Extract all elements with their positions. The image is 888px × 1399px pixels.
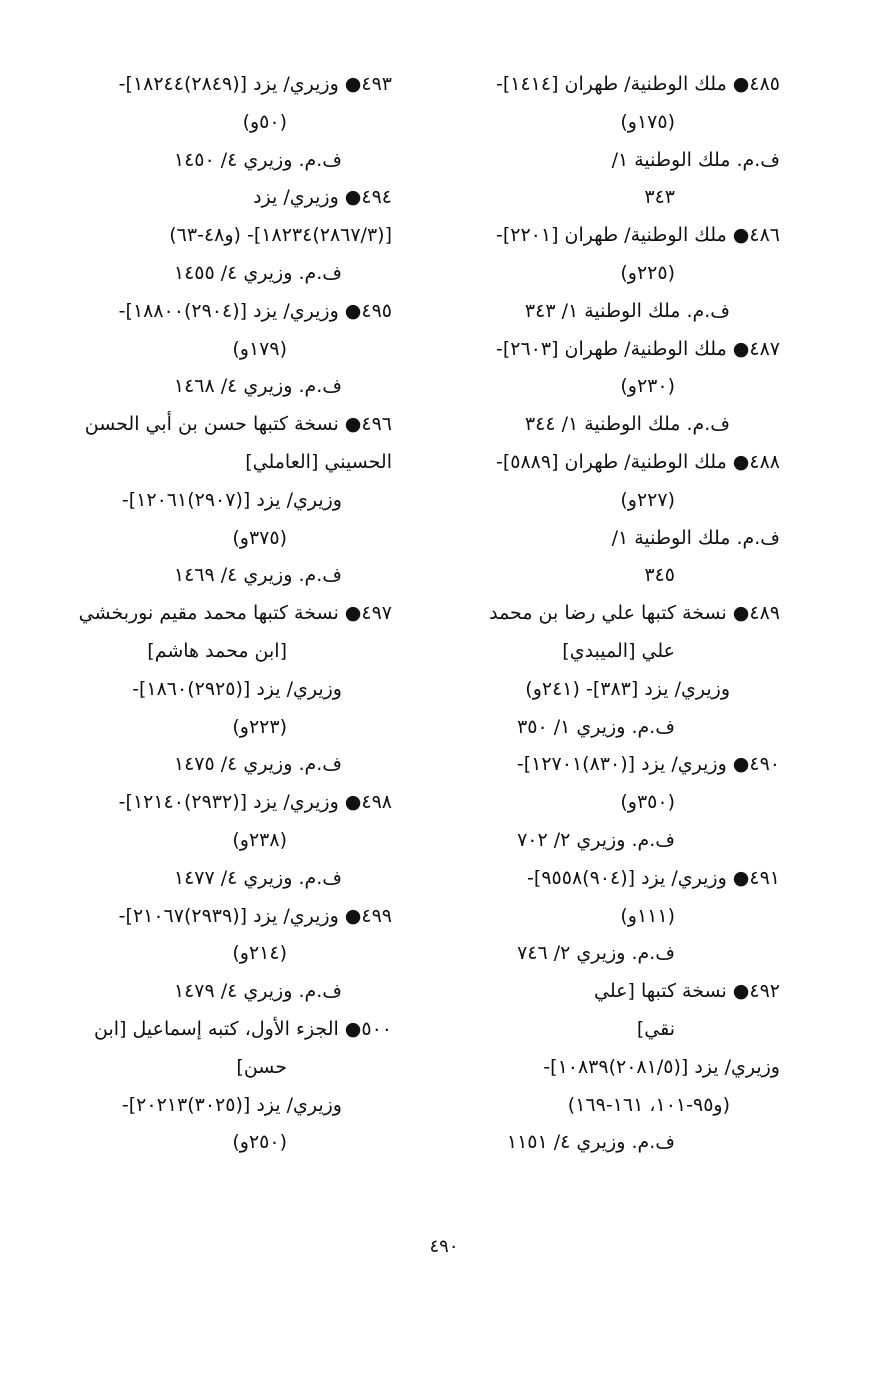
left-column [52, 66, 392, 1162]
catalog-line: ف.م. ملك الوطنية ١/ ٣٤٤ [524, 413, 730, 436]
catalog-line: ف.م. وزيري ٤/ ١٤٧٥ [173, 753, 342, 776]
catalog-line: (١٧٩و) [232, 337, 287, 360]
catalog-line: ٤٩٦● نسخة كتبها حسن بن أبي الحسن [84, 413, 392, 436]
catalog-line: ف.م. وزيري ٤/ ١١٥١ [506, 1131, 675, 1154]
catalog-line: ٤٩٥● وزيري/ يزد [(٢٩٠٤)١٨٨٠٠]- [118, 299, 392, 322]
catalog-line: ٤٩٩● وزيري/ يزد [(٢٩٣٩)٢١٠٦٧]- [118, 904, 392, 927]
catalog-line: ٤٩٨● وزيري/ يزد [(٢٩٣٢)١٢١٤٠]- [118, 791, 392, 814]
catalog-line: (٥٠و) [242, 110, 287, 133]
catalog-line: ف.م. ملك الوطنية ١/ ٣٤٣ [524, 299, 730, 322]
catalog-line: وزيري/ يزد [٣٨٣]- (٢٤١و) [525, 677, 730, 700]
catalog-line: ٤٩٢● نسخة كتبها [علي [594, 980, 780, 1003]
catalog-line: ٤٩١● وزيري/ يزد [(٩٠٤)٩٥٥٨]- [527, 866, 780, 889]
catalog-line: (٢٢٧و) [620, 488, 675, 511]
catalog-line: ف.م. وزيري ٤/ ١٤٧٩ [173, 980, 342, 1003]
catalog-line: حسن] [236, 1055, 287, 1078]
catalog-line: علي [الميبدي] [562, 639, 675, 662]
catalog-line: (٣٧٥و) [232, 526, 287, 549]
catalog-line: (٢٣٨و) [232, 828, 287, 851]
page-number: ٤٩٠ [429, 1236, 459, 1257]
catalog-line: ٤٩٣● وزيري/ يزد [(٢٨٤٩)١٨٢٤٤]- [118, 73, 392, 95]
catalog-line: ف.م. وزيري ٢/ ٧٠٢ [517, 828, 675, 851]
catalog-line: ف.م. ملك الوطنية ١/ [611, 526, 780, 549]
catalog-line: (٢٢٥و) [620, 261, 675, 284]
catalog-line: ٤٨٦● ملك الوطنية/ طهران [٢٢٠١]- [495, 224, 780, 247]
catalog-line: ٥٠٠● الجزء الأول، كتبه إسماعيل [ابن [94, 1017, 392, 1040]
catalog-line: الحسيني [العاملي] [245, 450, 392, 473]
catalog-line: ف.م. وزيري ١/ ٣٥٠ [517, 715, 675, 738]
catalog-line: ف.م. وزيري ٤/ ١٤٥٥ [173, 261, 342, 284]
catalog-line: ٤٩٤● وزيري/ يزد [253, 186, 392, 209]
catalog-line: ٤٩٧● نسخة كتبها محمد مقيم نوربخشي [78, 602, 392, 625]
catalog-line: ف.م. وزيري ٤/ ١٤٥٠ [173, 148, 342, 171]
catalog-line: ف.م. ملك الوطنية ١/ [611, 148, 780, 171]
catalog-line: وزيري/ يزد [(٢٩٢٥)١٨٦٠]- [132, 677, 342, 700]
catalog-line: وزيري/ يزد [(٢٠٨١/٥)١٠٨٣٩]- [543, 1055, 780, 1078]
catalog-line: ف.م. وزيري ٤/ ١٤٦٨ [173, 375, 342, 398]
catalog-line: (١١١و) [620, 904, 675, 927]
catalog-line: (٢٢٣و) [232, 715, 287, 738]
catalog-line: (٢١٤و) [232, 942, 287, 965]
catalog-line: ٤٨٨● ملك الوطنية/ طهران [٥٨٨٩]- [495, 450, 780, 473]
catalog-line: (٢٣٠و) [620, 375, 675, 398]
catalog-line: ٤٨٥● ملك الوطنية/ طهران [١٤١٤]- [495, 73, 780, 95]
catalog-line: [ابن محمد هاشم] [147, 639, 287, 662]
catalog-line: ف.م. وزيري ٤/ ١٤٦٩ [173, 564, 342, 587]
catalog-line: (٣٥٠و) [620, 791, 675, 814]
catalog-line: ف.م. وزيري ٤/ ١٤٧٧ [173, 866, 342, 889]
catalog-line: ٣٤٣ [644, 186, 675, 209]
catalog-line: وزيري/ يزد [(٢٩٠٧)١٢٠٦١]- [121, 488, 342, 511]
catalog-line: ٣٤٥ [644, 564, 675, 587]
right-column [442, 66, 780, 1162]
catalog-line: ف.م. وزيري ٢/ ٧٤٦ [517, 942, 675, 965]
catalog-line: نقي] [636, 1017, 675, 1040]
catalog-line: (و٩٥-١٠١، ١٦١-١٦٩) [567, 1093, 730, 1116]
catalog-line: ٤٨٩● نسخة كتبها علي رضا بن محمد [489, 602, 780, 625]
catalog-line: وزيري/ يزد [(٣٠٢٥)٢٠٢١٣]- [121, 1093, 342, 1116]
catalog-line: [(٢٨٦٧/٣)١٨٢٣٤]- (و٤٨-٦٣) [169, 224, 392, 247]
catalog-line: ٤٩٠● وزيري/ يزد [(٨٣٠)١٢٧٠١]- [516, 753, 780, 776]
catalog-line: (٢٥٠و) [232, 1131, 287, 1154]
catalog-line: (١٧٥و) [620, 110, 675, 133]
catalog-line: ٤٨٧● ملك الوطنية/ طهران [٢٦٠٣]- [495, 337, 780, 360]
